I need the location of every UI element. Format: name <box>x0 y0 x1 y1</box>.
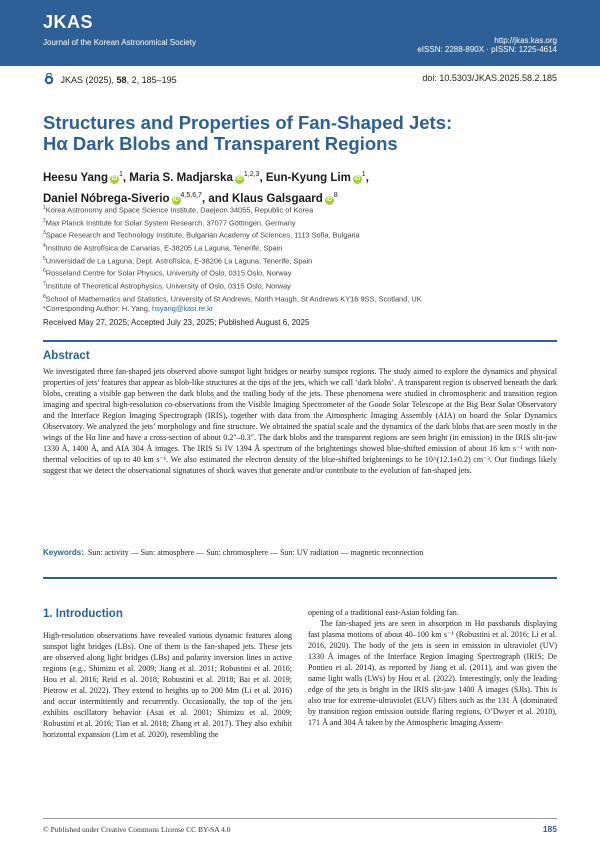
paragraph: opening of a traditional east-Asian folding fan. <box>308 608 459 617</box>
footer-divider <box>43 818 557 819</box>
affiliation: $^5$Universidad de La Laguna, Dept. Astrofísica, E-38206 La Laguna, Tenerife, Spain <box>43 255 313 266</box>
affiliation-list <box>43 203 557 315</box>
author-affil-sup: 1,2,3 <box>243 171 260 178</box>
abstract-text: We investigated three fan-shaped jets observed above sunspot light bridges or nearby sunspot regions. The study aimed to explore the dynamics and physical properties of jets’ features that appear as blob-like structures at the tips of the jets, which we call ‘dark blobs’. A transparent region is observed beneath the dark blobs, creating a visible gap between the dark blobs and the trailing body of the jets. These phenomena were studied in chromospheric and transition region imaging and spectral high-resolution co-observations from the Visible Imaging Spectrometer of the Goode Solar Telescope at the Big Bear Solar Observatory and the Interface Region Imaging Spectrograph (IRIS), together with data from the Atmospheric Imaging Assembly (AIA) on board the Solar Dynamics Observatory. We analyzed the jets’ morphology and fine structure. We obtained the spatial scale and the dynamics of the dark blobs that are seen mostly in the wings of the Hα line and have a cross-section of about 0.2″–0.3″. The dark blobs and the transparent regions are seen bright (in emission) in the IRIS slit-jaw 1330 Å, 1400 Å, and AIA 304 Å images. The IRIS Si IV 1394 Å spectrum of the brightenings showed blue-shifted emission of about 16 km s⁻¹ with non-thermal velocities of up to 40 km s⁻¹. We also estimated the electron density of the blue-shifted brightenings to be 10^(12.1±0.2) cm⁻³. Our findings likely suggest that we detect the observational signatures of shock waves that generate and/or contribute to the evolution of fan-shaped jets. <box>43 367 558 476</box>
author-name: Eun-Kyung Lim <box>265 171 351 184</box>
affiliation: $^7$Institute of Theoretical Astrophysics, University of Oslo, 0315 Oslo, Norway <box>43 281 291 291</box>
page-number: 185 <box>542 824 557 834</box>
affiliation: $^1$Korea Astronomy and Space Science Institute, Daejeon 34055, Republic of Korea <box>43 205 314 215</box>
abstract-heading: Abstract <box>43 350 90 362</box>
doi[interactable]: doi: 10.5303/JKAS.2025.58.2.185 <box>422 73 557 83</box>
orcid-icon[interactable]: iD <box>236 175 243 182</box>
license-notice: © Published under Creative Commons License CC BY-SA 4.0 <box>43 825 231 834</box>
open-access-icon <box>43 73 55 85</box>
paragraph: High-resolution observations have revealed various dynamic features along sunspot light bridges (LBs). One of them is the fan-shaped jets. These jets are observed along light bridges (LBs) and polarity inversion lines in active regions (e.g., Shimizu et al. 2009; Jiang et al. 2011; Robustini et al. 2016; Hou et al. 2016; Reid et al. 2018; Robustini et al. 2018; Bai et al. 2019; Pietrow et al. 2022). They extend to heights up to 200 Mm (Li et al. 2016) and occur intermittently and recurrently. Occasionally, the top of the jets exhibits oscillatory behavior (Asai et al. 2001; Shimizu et al. 2009; Robustini et al. 2016; Tian et al. 2018; Zhang et al. 2017). They also exhibit horizontal expansion (Lim et al. 2020), resembling the <box>43 631 292 740</box>
affiliation: $^3$Space Research and Technology Institute, Bulgarian Academy of Sciences, 1113 Sofia, Bulgaria <box>43 230 360 240</box>
orcid-icon[interactable]: iD <box>111 175 118 182</box>
journal-full-name: Journal of the Korean Astronomical Society <box>43 38 196 47</box>
journal-info <box>417 36 557 54</box>
author-name: Maria S. Madjarska <box>129 171 233 184</box>
author-name: Heesu Yang <box>43 171 108 184</box>
paper-title <box>43 112 557 154</box>
orcid-icon[interactable]: iD <box>354 175 361 182</box>
divider <box>43 577 557 579</box>
orcid-icon[interactable]: iD <box>173 196 180 203</box>
section-heading-introduction: 1. Introduction <box>43 608 123 620</box>
journal-url[interactable]: http://jkas.kas.org <box>494 36 557 45</box>
affiliation: $^4$Instituto de Astrofísica de Canarias, E-38205 La Laguna, Tenerife, Spain <box>43 243 283 253</box>
author-name: Klaus Galsgaard <box>232 192 323 205</box>
divider <box>43 340 557 342</box>
orcid-icon[interactable]: iD <box>326 196 333 203</box>
keywords-label: Keywords: <box>43 548 84 557</box>
author-affil-sup: 1 <box>119 171 123 178</box>
journal-issn: eISSN: 2288-890X · pISSN: 1225-4614 <box>417 45 557 54</box>
keywords-text: Sun: activity — Sun: atmosphere — Sun: chromosphere — Sun: UV radiation — magnetic reconnection <box>87 548 424 557</box>
affiliation: $^2$Max Planck Institute for Solar System Research, 37077 Göttingen, Germany <box>43 217 296 228</box>
author-affil-sup: 1 <box>361 171 366 178</box>
author-name: Daniel Nóbrega-Siverio <box>43 192 170 205</box>
journal-abbr: JKAS <box>43 12 94 32</box>
affiliation: $^8$School of Mathematics and Statistics, University of St Andrews, North Haugh, St Andrews KY16 9SS, Scotland, UK <box>43 293 422 304</box>
author-affil-sup: 4,5,6,7 <box>180 191 202 199</box>
corresponding-author: *Corresponding Author: H. Yang, hsyang@kasi.re.kr <box>43 304 214 314</box>
title-line-1: Structures and Properties of Fan-Shaped Jets: <box>43 112 453 133</box>
affiliation: $^6$Rosseland Centre for Solar Physics, University of Oslo, 0315 Oslo, Norway <box>43 268 292 278</box>
citation-volume: 58 <box>116 75 127 85</box>
author-list: Heesu Yang $iD^1$, Maria S. Madjarska iD$^{1,2,3}$, Eun-Kyung Lim $iD^1$, Daniel Nóbrega-Siverio iD$^{4,5,6,7}$, and Klaus Galsgaard $iD^8$ <box>43 171 369 205</box>
paragraph: The fan-shaped jets are seen in absorption in Hα passbands displaying fast plasma motions of about 40–100 km s⁻¹ (Robustini et al. 2016; Li et al. 2016, 2020). The body of the jets is seen in emission in ultraviolet (UV) 1330 Å images of the Interface Region Imaging Spectrograph (IRIS; De Pontieu et al. 2014), as reported by Jiang et al. (2011), and was given the name light walls (LWs) by Hou et al. (2022). Interestingly, only the leading edge of the jets is bright in the IRIS slit-jaw 1400 Å images (SJIs). This is also true for extreme-ultraviolet (EUV) filters such as the 131 Å (dominated by transition region emission outside flaring regions, O’Dwyer et al. 2010), 171 Å and 304 Å taken by the Atmospheric Imaging Assem- <box>308 619 557 728</box>
column-right <box>308 607 557 729</box>
citation-prefix: JKAS (2025), <box>60 75 117 85</box>
title-line-2: Hα Dark Blobs and Transparent Regions <box>43 133 398 154</box>
author-affil-sup: 8 <box>333 191 338 199</box>
citation-row <box>43 73 557 85</box>
publication-dates: Received May 27, 2025; Accepted July 23, 2025; Published August 6, 2025 <box>43 318 310 327</box>
citation-suffix: , 2, 185–195 <box>126 75 177 85</box>
author-email-link[interactable]: hsyang@kasi.re.kr <box>152 304 214 314</box>
keywords <box>43 548 557 557</box>
journal-banner <box>0 0 600 66</box>
column-left <box>43 630 292 740</box>
